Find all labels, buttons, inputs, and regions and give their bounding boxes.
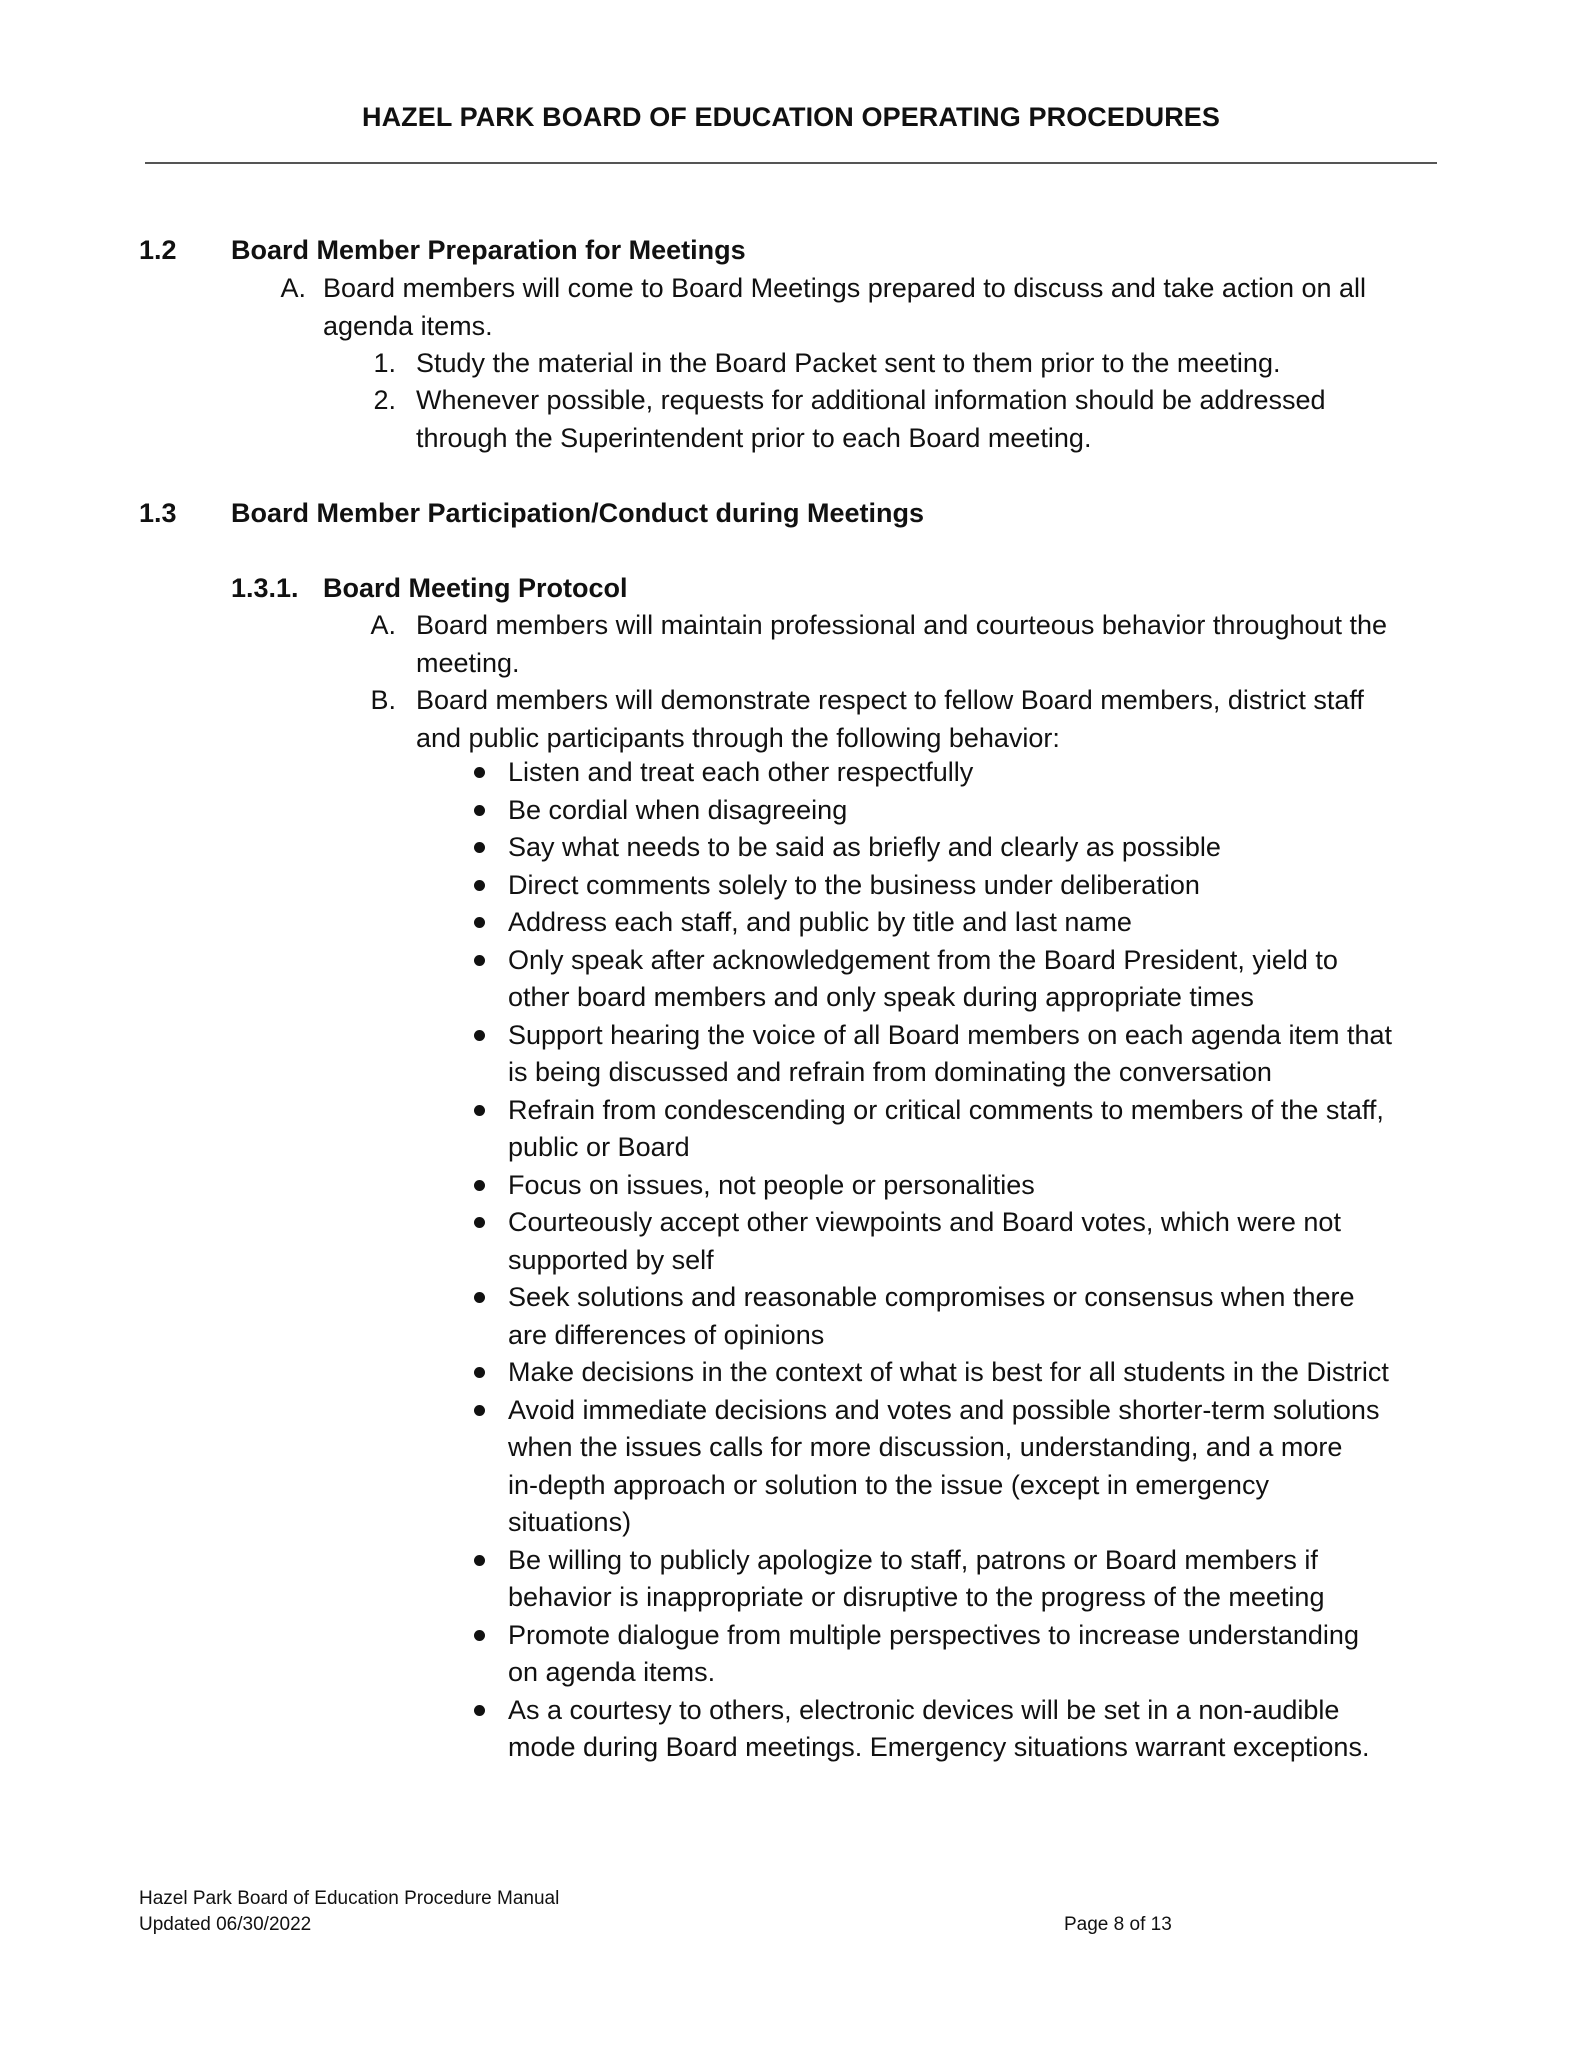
conduct-bullet-line: Support hearing the voice of all Board members on each agenda item that	[508, 1019, 1393, 1050]
conduct-bullet-item	[474, 1204, 1454, 1279]
conduct-bullet-item	[474, 829, 1454, 867]
bullet-dot-icon	[474, 1105, 485, 1116]
conduct-bullet-line: Focus on issues, not people or personalities	[508, 1169, 1035, 1200]
conduct-bullet-list	[474, 754, 1454, 1767]
section-1-3-1-number: 1.3.1.	[231, 573, 299, 603]
conduct-bullet-line: Only speak after acknowledgement from the Board President, yield to	[508, 944, 1338, 975]
conduct-bullet-item	[474, 1692, 1454, 1767]
conduct-bullet-line: when the issues calls for more discussion, understanding, and a more	[508, 1432, 1343, 1462]
bullet-dot-icon	[474, 917, 485, 928]
footer-manual-name: Hazel Park Board of Education Procedure Manual	[139, 1888, 560, 1909]
section-1-2-sub-2-text	[416, 382, 1326, 457]
section-1-3-1-item-b-line-2: and public participants through the following behavior:	[416, 722, 1060, 753]
section-1-3-1-item-b-text	[416, 682, 1364, 757]
section-1-2-sub-1-line-1: Study the material in the Board Packet sent to them prior to the meeting.	[416, 348, 1281, 378]
conduct-bullet-line: Direct comments solely to the business under deliberation	[508, 869, 1200, 900]
conduct-bullet-item	[474, 1167, 1454, 1205]
conduct-bullet-line: are differences of opinions	[508, 1319, 825, 1350]
section-1-2-sub-2-line-1: Whenever possible, requests for additional information should be addressed	[416, 385, 1326, 415]
section-1-2-item-a-line-2: agenda items.	[323, 310, 493, 341]
conduct-bullet-line: Address each staff, and public by title and last name	[508, 907, 1132, 937]
conduct-bullet-line: As a courtesy to others, electronic devices will be set in a non-audible	[508, 1694, 1340, 1725]
conduct-bullet-item	[474, 904, 1454, 942]
section-1-2-sub-1-marker: 1.	[373, 348, 396, 378]
footer-left	[139, 1886, 559, 1938]
conduct-bullet-line: Promote dialogue from multiple perspectives to increase understanding	[508, 1619, 1359, 1650]
conduct-bullet-item	[474, 1542, 1454, 1617]
section-1-2-item-a-line-1: Board members will come to Board Meetings prepared to discuss and take action on all	[323, 273, 1367, 303]
section-1-2-title: Board Member Preparation for Meetings	[231, 235, 746, 265]
bullet-dot-icon	[474, 1292, 485, 1303]
page-header-title: HAZEL PARK BOARD OF EDUCATION OPERATING PROCEDURES	[361, 102, 1221, 132]
conduct-bullet-line: supported by self	[508, 1244, 714, 1275]
section-1-3-1-title: Board Meeting Protocol	[323, 573, 628, 603]
footer-updated-date: Updated 06/30/2022	[139, 1914, 312, 1935]
section-1-3-number: 1.3	[139, 498, 177, 528]
section-1-3-1-item-a-text	[416, 607, 1387, 682]
conduct-bullet-line: Say what needs to be said as briefly and clearly as possible	[508, 832, 1221, 862]
conduct-bullet-item	[474, 1092, 1454, 1167]
bullet-dot-icon	[474, 805, 485, 816]
conduct-bullet-line: in-depth approach or solution to the issue (except in emergency	[508, 1469, 1269, 1500]
bullet-dot-icon	[474, 1405, 485, 1416]
conduct-bullet-line: Courteously accept other viewpoints and Board votes, which were not	[508, 1207, 1341, 1237]
bullet-dot-icon	[474, 1180, 485, 1191]
section-1-2-sub-1-text	[416, 345, 1280, 383]
bullet-dot-icon	[474, 1705, 485, 1716]
conduct-bullet-item	[474, 867, 1454, 905]
conduct-bullet-item	[474, 1354, 1454, 1392]
conduct-bullet-item	[474, 1017, 1454, 1092]
section-1-3-title: Board Member Participation/Conduct during Meetings	[231, 498, 925, 528]
conduct-bullet-item	[474, 942, 1454, 1017]
conduct-bullet-line: other board members and only speak during appropriate times	[508, 982, 1254, 1012]
conduct-bullet-item	[474, 792, 1454, 830]
header-divider	[145, 162, 1437, 164]
section-1-2-number: 1.2	[139, 235, 177, 265]
bullet-dot-icon	[474, 1030, 485, 1041]
bullet-dot-icon	[474, 1217, 485, 1228]
bullet-dot-icon	[474, 880, 485, 891]
bullet-dot-icon	[474, 1367, 485, 1378]
conduct-bullet-line: situations)	[508, 1507, 632, 1537]
section-1-3-1-item-b-line-1: Board members will demonstrate respect to fellow Board members, district staff	[416, 685, 1364, 715]
bullet-dot-icon	[474, 842, 485, 853]
conduct-bullet-item	[474, 1617, 1454, 1692]
conduct-bullet-line: Seek solutions and reasonable compromises or consensus when there	[508, 1282, 1355, 1312]
conduct-bullet-line: Be cordial when disagreeing	[508, 794, 848, 825]
section-1-3-1-item-b-marker: B.	[370, 685, 396, 715]
footer-page-number: Page 8 of 13	[1064, 1914, 1172, 1935]
conduct-bullet-line: is being discussed and refrain from dominating the conversation	[508, 1057, 1272, 1087]
section-1-2-sub-2-line-2: through the Superintendent prior to each Board meeting.	[416, 422, 1092, 453]
conduct-bullet-line: on agenda items.	[508, 1657, 716, 1687]
conduct-bullet-line: behavior is inappropriate or disruptive to the progress of the meeting	[508, 1582, 1325, 1612]
section-1-3-1-item-a-marker: A.	[370, 610, 396, 640]
conduct-bullet-line: Make decisions in the context of what is best for all students in the District	[508, 1357, 1389, 1387]
section-1-3-1-item-a-line-1: Board members will maintain professional and courteous behavior throughout the	[416, 610, 1388, 640]
conduct-bullet-line: Avoid immediate decisions and votes and possible shorter-term solutions	[508, 1394, 1380, 1425]
bullet-dot-icon	[474, 1555, 485, 1566]
conduct-bullet-item	[474, 754, 1454, 792]
conduct-bullet-item	[474, 1392, 1454, 1542]
conduct-bullet-line: Refrain from condescending or critical comments to members of the staff,	[508, 1094, 1384, 1125]
conduct-bullet-line: Listen and treat each other respectfully	[508, 757, 974, 787]
conduct-bullet-item	[474, 1279, 1454, 1354]
section-1-2-item-a-marker: A.	[280, 273, 306, 303]
bullet-dot-icon	[474, 767, 485, 778]
conduct-bullet-line: Be willing to publicly apologize to staff, patrons or Board members if	[508, 1544, 1318, 1575]
bullet-dot-icon	[474, 955, 485, 966]
section-1-2-item-a-text	[323, 270, 1366, 345]
section-1-2-sub-2-marker: 2.	[373, 385, 396, 415]
conduct-bullet-line: public or Board	[508, 1132, 690, 1162]
bullet-dot-icon	[474, 1630, 485, 1641]
conduct-bullet-line: mode during Board meetings. Emergency situations warrant exceptions.	[508, 1732, 1370, 1762]
section-1-3-1-item-a-line-2: meeting.	[416, 647, 520, 678]
